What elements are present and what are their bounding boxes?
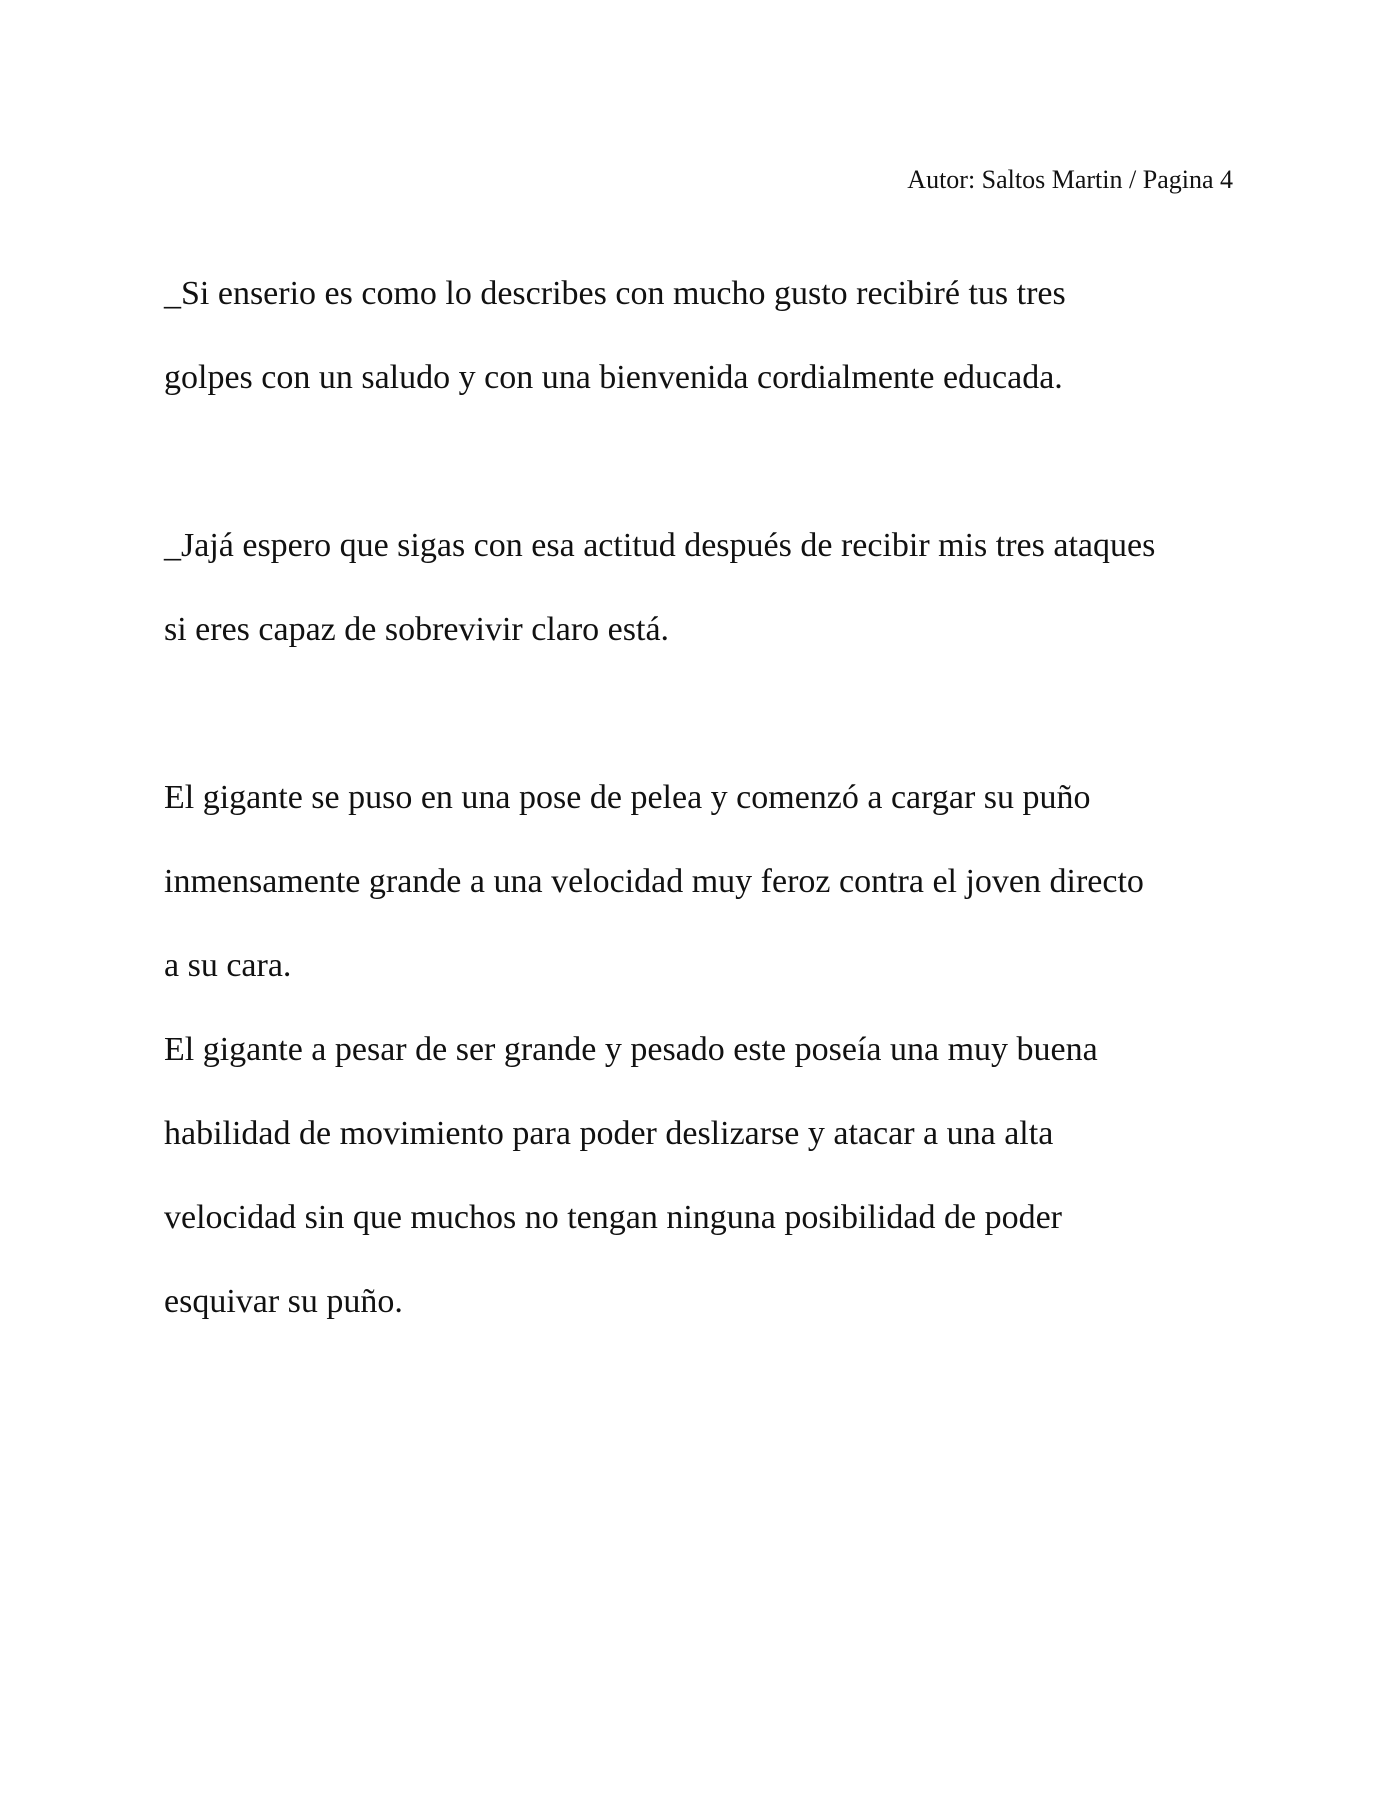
text-line: inmensamente grande a una velocidad muy feroz contra el joven directo	[164, 863, 1144, 900]
paragraph-1	[164, 252, 1244, 420]
text-line: a su cara.	[164, 947, 292, 984]
text-line: golpes con un saludo y con una bienvenida cordialmente educada.	[164, 359, 1063, 396]
text-line: El gigante a pesar de ser grande y pesado este poseía una muy buena	[164, 1031, 1098, 1068]
page-header: Autor: Saltos Martin / Pagina 4	[907, 165, 1233, 194]
text-line: esquivar su puño.	[164, 1283, 403, 1320]
document-body	[164, 252, 1244, 1344]
text-line: _Si enserio es como lo describes con mucho gusto recibiré tus tres	[164, 275, 1066, 312]
paragraph-spacer	[164, 672, 1244, 756]
paragraph-4	[164, 1008, 1244, 1344]
paragraph-3	[164, 756, 1244, 1008]
paragraph-2	[164, 504, 1244, 672]
text-line: habilidad de movimiento para poder deslizarse y atacar a una alta	[164, 1115, 1054, 1152]
text-line: velocidad sin que muchos no tengan ninguna posibilidad de poder	[164, 1199, 1062, 1236]
paragraph-spacer	[164, 420, 1244, 504]
text-line: El gigante se puso en una pose de pelea y comenzó a cargar su puño	[164, 779, 1091, 816]
text-line: _Jajá espero que sigas con esa actitud después de recibir mis tres ataques	[164, 527, 1156, 564]
text-line: si eres capaz de sobrevivir claro está.	[164, 611, 670, 648]
